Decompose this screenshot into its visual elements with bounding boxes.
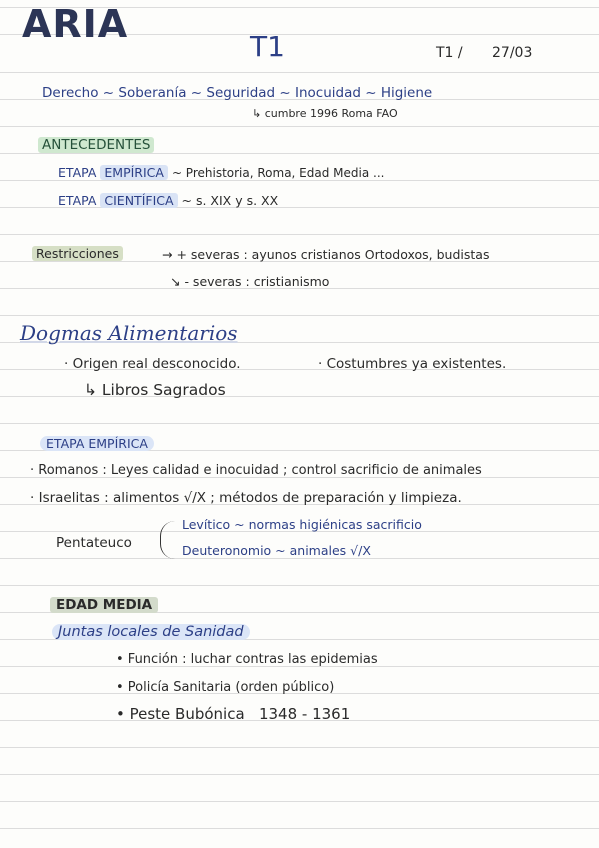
dogmas-libros-sagrados: ↳ Libros Sagrados <box>84 381 226 399</box>
concepts-line: Derecho ~ Soberanía ~ Seguridad ~ Inocuidad ~ Higiene <box>42 85 433 101</box>
restricciones-severas-plus: → + severas : ayunos cristianos Ortodoxos, budistas <box>162 247 490 262</box>
pentateuco-label: Pentateuco <box>56 535 132 551</box>
edad-media-heading: EDAD MEDIA <box>50 597 158 613</box>
peste-bubonica-line: • Peste Bubónica 1348 - 1361 <box>116 705 351 723</box>
pentateuco-brace <box>160 521 175 559</box>
israelitas-line: · Israelitas : alimentos √/X ; métodos de preparación y limpieza. <box>30 490 462 506</box>
dogmas-heading: Dogmas Alimentarios <box>20 321 238 345</box>
policia-sanitaria-line: • Policía Sanitaria (orden público) <box>116 680 335 695</box>
deuteronomio-line: Deuteronomio ~ animales √/X <box>182 543 371 558</box>
etapa-empirica-line: ETAPA EMPÍRICA ~ Prehistoria, Roma, Edad Media ... <box>58 165 385 180</box>
fao-note: ↳ cumbre 1996 Roma FAO <box>252 107 398 120</box>
topic-title: T1 <box>250 30 285 63</box>
etapa-empirica-heading: ETAPA EMPÍRICA <box>40 436 154 451</box>
levitico-line: Levítico ~ normas higiénicas sacrificio <box>182 517 422 532</box>
funcion-line: • Función : luchar contras las epidemias <box>116 652 378 667</box>
dogmas-item-origen: · Origen real desconocido. <box>64 356 241 372</box>
restricciones-severas-minus: ↘ - severas : cristianismo <box>170 274 330 289</box>
brand-title: ARIA <box>22 2 129 46</box>
juntas-locales-heading: Juntas locales de Sanidad <box>52 624 250 640</box>
dogmas-item-costumbres: · Costumbres ya existentes. <box>318 356 507 372</box>
restricciones-heading: Restricciones <box>32 246 123 261</box>
romanos-line: · Romanos : Leyes calidad e inocuidad ; control sacrificio de animales <box>30 463 482 478</box>
antecedentes-heading: ANTECEDENTES <box>38 137 154 153</box>
term-label: T1 / <box>436 45 463 61</box>
date-label: 27/03 <box>492 45 533 61</box>
etapa-cientifica-line: ETAPA CIENTÍFICA ~ s. XIX y s. XX <box>58 193 279 208</box>
